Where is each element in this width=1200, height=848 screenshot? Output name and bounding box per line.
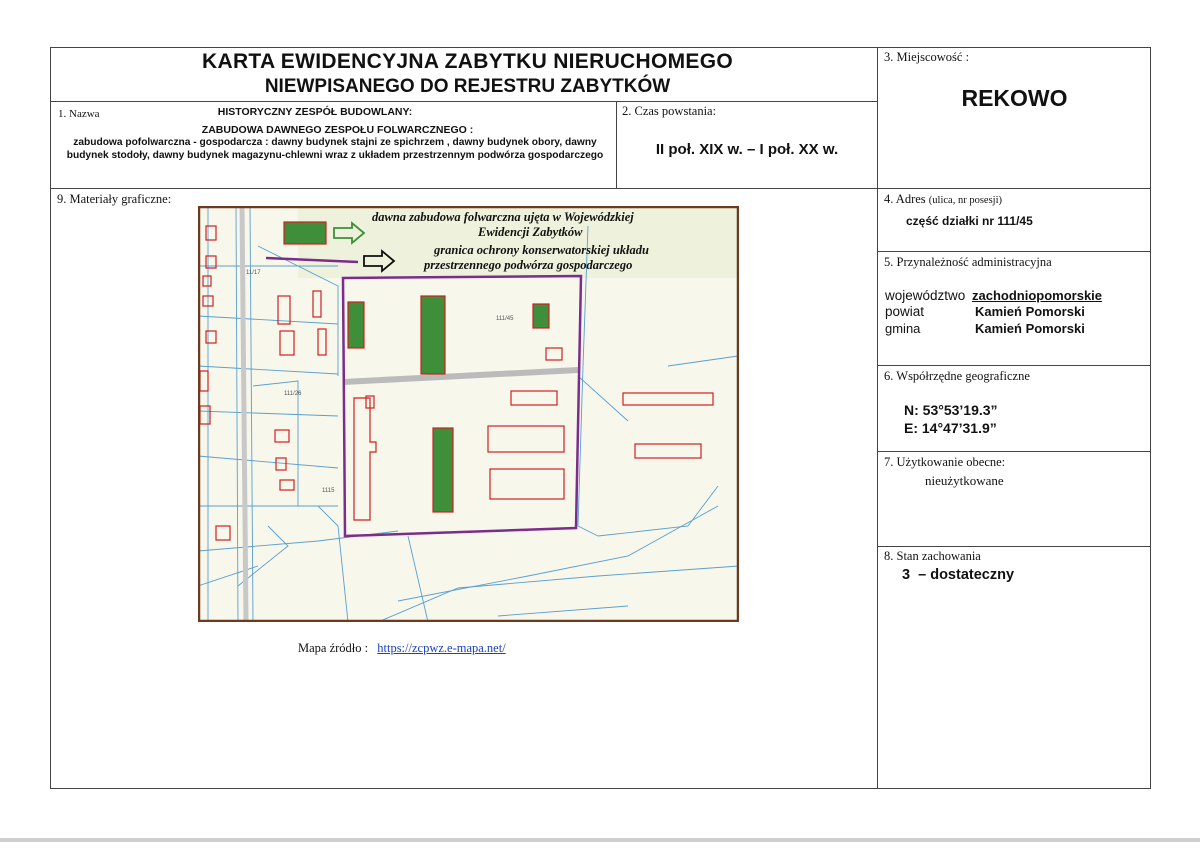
legend-purple-line1: granica ochrony konserwatorskiej układu bbox=[434, 243, 649, 257]
address-divider bbox=[877, 251, 1151, 252]
locality-label: 3. Miejscowość : bbox=[884, 50, 970, 64]
name-subheading: ZABUDOWA DAWNEGO ZESPOŁU FOLWARCZNEGO : bbox=[201, 124, 474, 136]
legend-green-line1: dawna zabudowa folwarczna ujęta w Wojewódzkiej bbox=[372, 210, 634, 224]
name-label: 1. Nazwa bbox=[58, 108, 100, 120]
parcel-label-111-45: 111/45 bbox=[496, 316, 514, 322]
parcel-label-111-26: 111/26 bbox=[284, 391, 302, 397]
usage-label: 7. Użytkowanie obecne: bbox=[884, 455, 1006, 469]
commune-value: Kamień Pomorski bbox=[975, 321, 1085, 336]
card-subtitle: NIEWPISANEGO DO REJESTRU ZABYTKÓW bbox=[264, 76, 671, 97]
graphics-label: 9. Materiały graficzne: bbox=[57, 192, 172, 206]
admin-label: 5. Przynależność administracyjna bbox=[884, 255, 1052, 269]
locality-value: REKOWO bbox=[961, 85, 1068, 111]
time-label: 2. Czas powstania: bbox=[622, 104, 717, 118]
usage-value: nieużytkowane bbox=[925, 473, 1004, 488]
card-title: KARTA EWIDENCYJNA ZABYTKU NIERUCHOMEGO bbox=[202, 50, 733, 73]
top-section-divider bbox=[50, 188, 1151, 189]
coords-label: 6. Współrzędne geograficzne bbox=[884, 369, 1030, 383]
address-value: część działki nr 111/45 bbox=[906, 214, 1033, 228]
name-description: zabudowa pofolwarczna - gospodarcza : dawny budynek stajni ze spichrzem , dawny budynek obory, dawny budynek stodoły, dawny budynek magazynu-chlewni wraz z układem przestrzennym podwórza gospodarczego bbox=[66, 137, 604, 161]
admin-divider bbox=[877, 365, 1151, 366]
legend-purple-line2: przestrzennego podwórza gospodarczego bbox=[424, 258, 633, 272]
voivodeship-label: województwo bbox=[885, 288, 966, 303]
name-time-divider bbox=[616, 101, 617, 188]
header-divider bbox=[50, 101, 877, 102]
county-value: Kamień Pomorski bbox=[975, 304, 1085, 319]
address-label-note: (ulica, nr posesji) bbox=[928, 195, 1002, 206]
map-source-link[interactable]: https://zcpwz.e-mapa.net/ bbox=[377, 641, 506, 655]
name-heading: HISTORYCZNY ZESPÓŁ BUDOWLANY: bbox=[217, 106, 413, 118]
county-label: powiat bbox=[885, 304, 925, 319]
latitude-value: N: 53°53’19.3” bbox=[904, 402, 998, 418]
longitude-value: E: 14°47’31.9” bbox=[904, 420, 997, 436]
address-label-text: 4. Adres bbox=[884, 192, 926, 206]
scan-edge bbox=[0, 838, 1200, 842]
right-column-divider bbox=[877, 47, 878, 789]
parcel-label-11-17: 11/17 bbox=[246, 270, 261, 276]
voivodeship-value: zachodniopomorskie bbox=[972, 288, 1103, 303]
legend-green-line2: Ewidencji Zabytków bbox=[478, 225, 583, 239]
map-source bbox=[298, 641, 506, 656]
usage-divider bbox=[877, 546, 1151, 547]
parcel-label-1115: 1115 bbox=[322, 488, 335, 494]
time-value: II poł. XIX w. – I poł. XX w. bbox=[655, 141, 839, 158]
condition-label: 8. Stan zachowania bbox=[884, 549, 981, 563]
commune-label: gmina bbox=[885, 321, 921, 336]
condition-value: 3 – dostateczny bbox=[902, 567, 1015, 583]
coords-divider bbox=[877, 451, 1151, 452]
address-label bbox=[884, 192, 1002, 207]
map-source-label: Mapa źródło : bbox=[298, 641, 369, 655]
